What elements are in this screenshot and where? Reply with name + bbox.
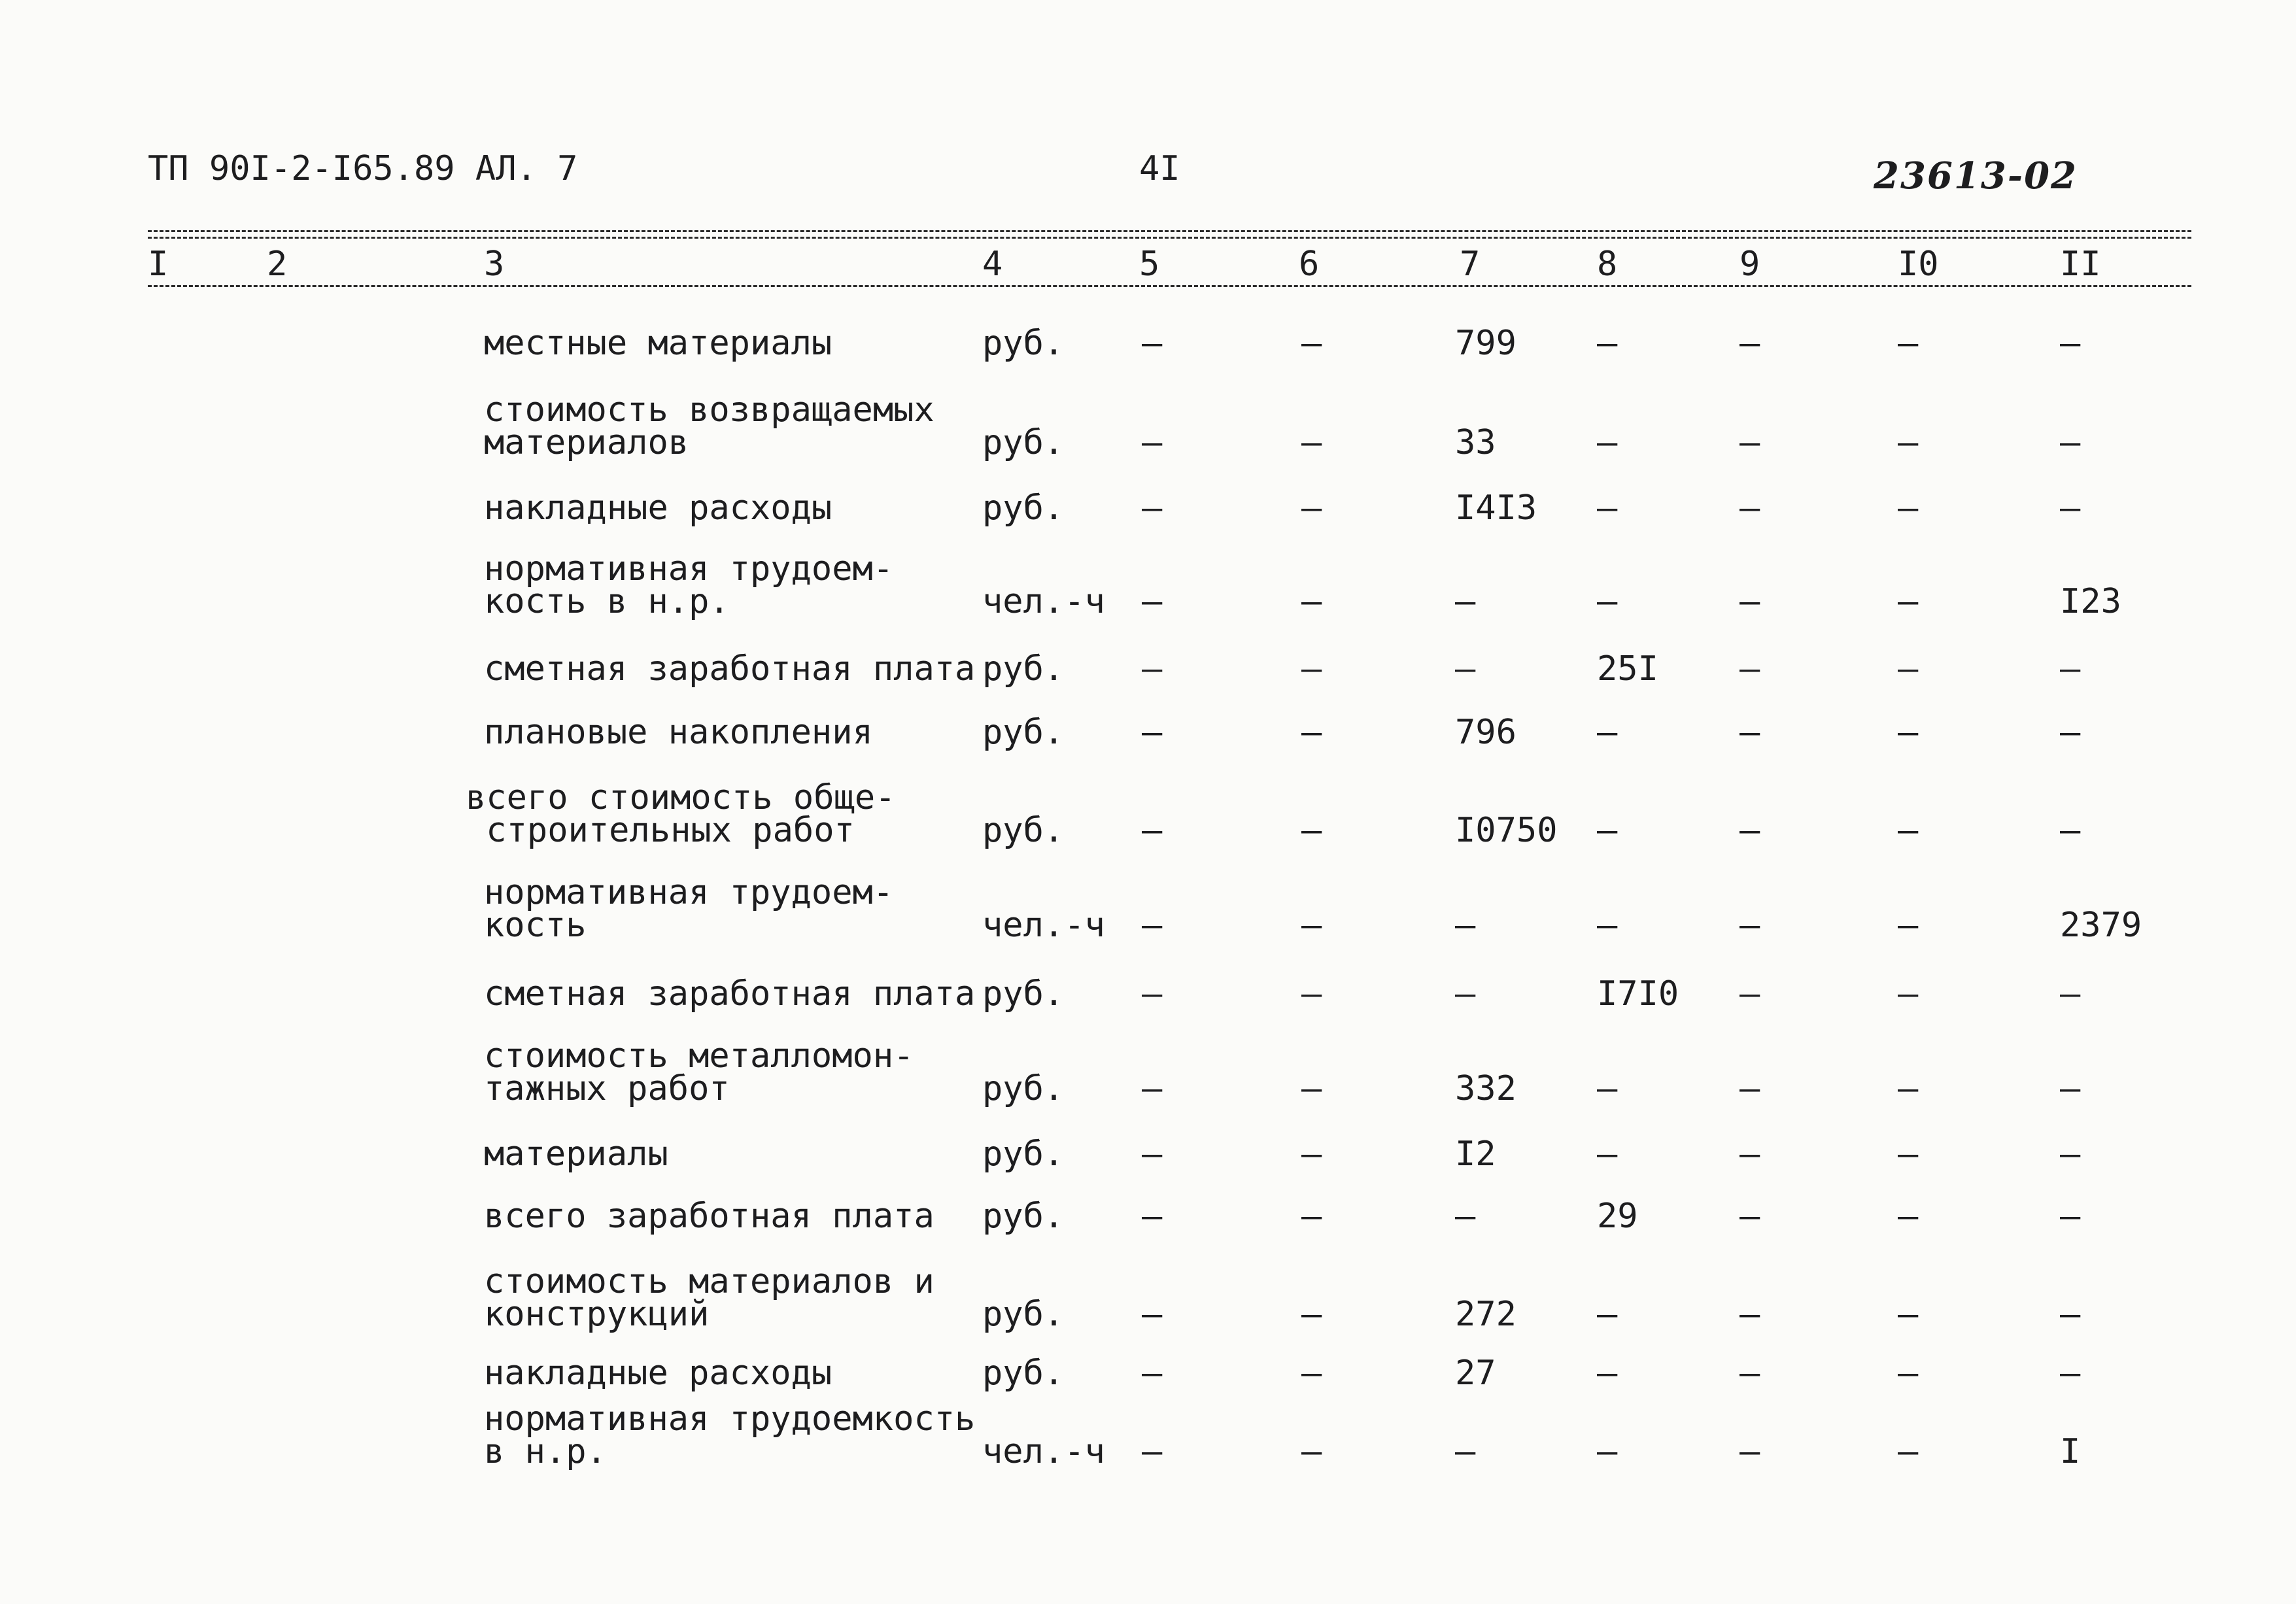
row-cell-c8: –	[1597, 1354, 1618, 1393]
row-cell-c8: 29	[1597, 1197, 1638, 1236]
row-cell-c11: –	[2060, 713, 2081, 752]
row-description: местные материалы	[484, 324, 832, 363]
row-cell-c10: –	[1898, 1135, 1919, 1174]
row-description: нормативная трудоемкость в н.р.	[484, 1399, 976, 1471]
row-cell-c11: –	[2060, 1354, 2081, 1393]
row-cell-c6: –	[1301, 488, 1322, 528]
row-unit: руб.	[982, 488, 1065, 528]
row-description: стоимость материалов и конструкций	[484, 1262, 934, 1334]
row-unit: чел.-ч	[982, 906, 1105, 945]
row-cell-c5: –	[1142, 906, 1163, 945]
row-cell-c8: I7I0	[1597, 974, 1679, 1014]
column-header-row	[0, 245, 2296, 290]
row-cell-c9: –	[1739, 488, 1760, 528]
row-cell-c7: I0750	[1455, 811, 1558, 850]
row-cell-c11: –	[2060, 488, 2081, 528]
row-cell-c5: –	[1142, 1135, 1163, 1174]
row-unit: руб.	[982, 1197, 1065, 1236]
row-cell-c7: 27	[1455, 1354, 1496, 1393]
row-cell-c8: –	[1597, 1295, 1618, 1334]
row-unit: чел.-ч	[982, 1432, 1105, 1471]
row-cell-c11: –	[2060, 1197, 2081, 1236]
row-cell-c9: –	[1739, 1197, 1760, 1236]
page-number: 4I	[1139, 149, 1180, 188]
row-cell-c6: –	[1301, 974, 1322, 1014]
column-header-5: 5	[1139, 245, 1160, 284]
row-cell-c5: –	[1142, 649, 1163, 689]
row-description: всего стоимость обще- строительных работ	[466, 778, 896, 850]
document-code: ТП 90I-2-I65.89 АЛ. 7	[148, 149, 578, 188]
row-cell-c6: –	[1301, 423, 1322, 462]
row-cell-c8: –	[1597, 906, 1618, 945]
row-cell-c6: –	[1301, 582, 1322, 621]
row-unit: руб.	[982, 423, 1065, 462]
row-cell-c6: –	[1301, 1354, 1322, 1393]
row-unit: руб.	[982, 811, 1065, 850]
row-cell-c5: –	[1142, 713, 1163, 752]
row-cell-c9: –	[1739, 1354, 1760, 1393]
row-cell-c9: –	[1739, 713, 1760, 752]
row-cell-c5: –	[1142, 1432, 1163, 1471]
row-unit: руб.	[982, 1069, 1065, 1108]
column-header-9: 9	[1739, 245, 1760, 284]
column-header-10: I0	[1898, 245, 1939, 284]
row-unit: руб.	[982, 649, 1065, 689]
row-unit: руб.	[982, 713, 1065, 752]
document-number: 23613-02	[1874, 154, 2078, 197]
column-header-6: 6	[1299, 245, 1320, 284]
row-cell-c11: 2379	[2060, 906, 2142, 945]
row-cell-c9: –	[1739, 1432, 1760, 1471]
row-cell-c6: –	[1301, 324, 1322, 363]
row-cell-c11: –	[2060, 974, 2081, 1014]
row-cell-c10: –	[1898, 423, 1919, 462]
header-rule-top	[148, 230, 2191, 232]
row-cell-c5: –	[1142, 582, 1163, 621]
row-cell-c10: –	[1898, 811, 1919, 850]
row-cell-c8: –	[1597, 1135, 1618, 1174]
row-cell-c10: –	[1898, 1069, 1919, 1108]
column-header-4: 4	[982, 245, 1003, 284]
row-cell-c5: –	[1142, 1069, 1163, 1108]
row-cell-c6: –	[1301, 906, 1322, 945]
row-cell-c8: –	[1597, 811, 1618, 850]
row-cell-c11: I23	[2060, 582, 2121, 621]
row-cell-c10: –	[1898, 324, 1919, 363]
row-cell-c9: –	[1739, 1295, 1760, 1334]
column-header-7: 7	[1460, 245, 1481, 284]
row-cell-c9: –	[1739, 974, 1760, 1014]
row-cell-c7: I4I3	[1455, 488, 1537, 528]
row-cell-c11: –	[2060, 1135, 2081, 1174]
row-cell-c9: –	[1739, 1135, 1760, 1174]
column-header-1: I	[148, 245, 169, 284]
row-cell-c7: –	[1455, 1432, 1476, 1471]
row-description: накладные расходы	[484, 1354, 832, 1393]
row-cell-c7: –	[1455, 1197, 1476, 1236]
row-cell-c5: –	[1142, 488, 1163, 528]
row-cell-c5: –	[1142, 974, 1163, 1014]
row-cell-c10: –	[1898, 1295, 1919, 1334]
row-unit: руб.	[982, 1354, 1065, 1393]
row-cell-c5: –	[1142, 324, 1163, 363]
row-unit: руб.	[982, 1135, 1065, 1174]
row-cell-c7: 272	[1455, 1295, 1516, 1334]
row-cell-c8: –	[1597, 582, 1618, 621]
row-unit: руб.	[982, 324, 1065, 363]
row-cell-c6: –	[1301, 1432, 1322, 1471]
row-description: всего заработная плата	[484, 1197, 934, 1236]
row-cell-c6: –	[1301, 713, 1322, 752]
row-cell-c8: –	[1597, 488, 1618, 528]
row-cell-c11: –	[2060, 649, 2081, 689]
row-cell-c9: –	[1739, 423, 1760, 462]
row-description: плановые накопления	[484, 713, 873, 752]
row-cell-c8: –	[1597, 1069, 1618, 1108]
row-cell-c10: –	[1898, 488, 1919, 528]
row-cell-c10: –	[1898, 649, 1919, 689]
row-cell-c7: 332	[1455, 1069, 1516, 1108]
row-cell-c10: –	[1898, 1354, 1919, 1393]
row-cell-c5: –	[1142, 1354, 1163, 1393]
row-cell-c11: –	[2060, 324, 2081, 363]
row-cell-c8: –	[1597, 324, 1618, 363]
row-cell-c7: I2	[1455, 1135, 1496, 1174]
row-cell-c7: –	[1455, 974, 1476, 1014]
column-header-8: 8	[1597, 245, 1618, 284]
row-cell-c6: –	[1301, 1135, 1322, 1174]
row-cell-c8: –	[1597, 1432, 1618, 1471]
row-cell-c10: –	[1898, 1197, 1919, 1236]
row-description: сметная заработная плата	[484, 974, 976, 1014]
row-cell-c9: –	[1739, 649, 1760, 689]
row-cell-c5: –	[1142, 1295, 1163, 1334]
row-cell-c10: –	[1898, 582, 1919, 621]
row-cell-c7: 799	[1455, 324, 1516, 363]
row-cell-c9: –	[1739, 582, 1760, 621]
row-description: стоимость возвращаемых материалов	[484, 390, 934, 462]
row-cell-c7: 796	[1455, 713, 1516, 752]
row-description: сметная заработная плата	[484, 649, 976, 689]
header-rule-top-2	[148, 237, 2191, 239]
row-cell-c6: –	[1301, 1295, 1322, 1334]
row-cell-c6: –	[1301, 811, 1322, 850]
row-cell-c11: I	[2060, 1432, 2081, 1471]
row-cell-c5: –	[1142, 1197, 1163, 1236]
column-header-2: 2	[267, 245, 288, 284]
row-cell-c9: –	[1739, 324, 1760, 363]
row-description: нормативная трудоем- кость	[484, 873, 894, 945]
row-unit: руб.	[982, 974, 1065, 1014]
row-cell-c9: –	[1739, 811, 1760, 850]
row-unit: чел.-ч	[982, 582, 1105, 621]
row-cell-c7: –	[1455, 649, 1476, 689]
row-cell-c8: –	[1597, 423, 1618, 462]
row-cell-c10: –	[1898, 1432, 1919, 1471]
row-cell-c11: –	[2060, 423, 2081, 462]
row-cell-c8: –	[1597, 713, 1618, 752]
header-rule-bottom	[148, 285, 2191, 287]
row-cell-c9: –	[1739, 906, 1760, 945]
row-description: материалы	[484, 1135, 668, 1174]
row-cell-c6: –	[1301, 1197, 1322, 1236]
row-cell-c7: –	[1455, 582, 1476, 621]
row-description: накладные расходы	[484, 488, 832, 528]
row-cell-c8: 25I	[1597, 649, 1658, 689]
row-cell-c11: –	[2060, 811, 2081, 850]
row-cell-c10: –	[1898, 713, 1919, 752]
row-cell-c11: –	[2060, 1069, 2081, 1108]
column-header-11: II	[2060, 245, 2101, 284]
row-description: нормативная трудоем- кость в н.р.	[484, 549, 894, 621]
row-cell-c7: –	[1455, 906, 1476, 945]
row-cell-c10: –	[1898, 906, 1919, 945]
row-cell-c5: –	[1142, 811, 1163, 850]
row-cell-c11: –	[2060, 1295, 2081, 1334]
row-unit: руб.	[982, 1295, 1065, 1334]
row-cell-c6: –	[1301, 649, 1322, 689]
row-cell-c6: –	[1301, 1069, 1322, 1108]
row-cell-c10: –	[1898, 974, 1919, 1014]
row-cell-c5: –	[1142, 423, 1163, 462]
column-header-3: 3	[484, 245, 505, 284]
row-description: стоимость металломон- тажных работ	[484, 1036, 914, 1108]
row-cell-c7: 33	[1455, 423, 1496, 462]
row-cell-c9: –	[1739, 1069, 1760, 1108]
